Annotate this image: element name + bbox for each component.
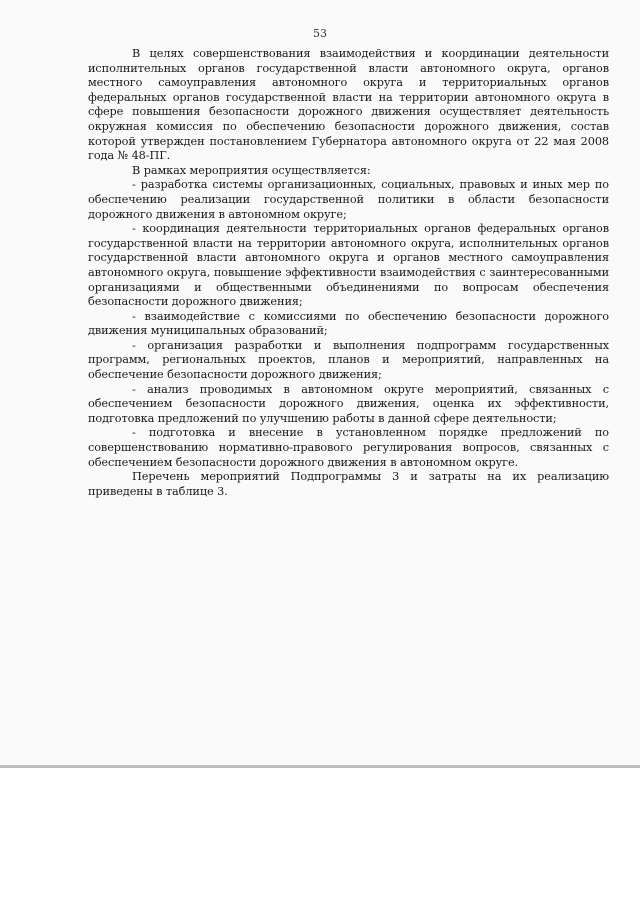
list-item: - координация деятельности территориальных органов федеральных органов государственной власти на территории автономного округа, исполнительных органов государственной власти автономного округа и органов местного самоуправления автономного округа, повышение эффективности взаимодействия с заинтересованными организациями и общественными объединениями по вопросам обеспечения безопасности дорожного движения; bbox=[88, 222, 609, 309]
list-item: - анализ проводимых в автономном округе мероприятий, связанных с обеспечением безопасности дорожного движения, оценка их эффективности, подготовка предложений по улучшению работы в данной сфере деятельности; bbox=[88, 382, 609, 425]
paragraph-intro: В целях совершенствования взаимодействия и координации деятельности исполнительных органов государственной власти автономного округа, органов местного самоуправления автономного округа и территориальных органов федеральных органов государственной власти на территории автономного округа в сфере повышения безопасности дорожного движения осуществляет деятельность окружная комиссия по обеспечению безопасности дорожного движения, состав которой утвержден постановлением Губернатора автономного округа от 22 мая 2008 года № 48-ПГ. bbox=[88, 47, 609, 163]
list-item: - разработка системы организационных, социальных, правовых и иных мер по обеспечению реализации государственной политики в области безопасности дорожного движения в автономном округе; bbox=[88, 178, 609, 221]
paragraph-list-heading: В рамках мероприятия осуществляется: bbox=[132, 163, 371, 177]
document-body bbox=[88, 47, 609, 499]
list-item: - подготовка и внесение в установленном порядке предложений по совершенствованию нормативно-правового регулирования вопросов, связанных с обеспечением безопасности дорожного движения в автономном округе. bbox=[88, 426, 609, 469]
page-number: 53 bbox=[313, 27, 327, 40]
list-item: - организация разработки и выполнения подпрограмм государственных программ, региональных проектов, планов и мероприятий, направленных на обеспечение безопасности дорожного движения; bbox=[88, 338, 609, 382]
list-item: - взаимодействие с комиссиями по обеспечению безопасности дорожного движения муниципальных образований; bbox=[88, 309, 609, 338]
page-edge-divider bbox=[0, 765, 640, 768]
paragraph-conclusion: Перечень мероприятий Подпрограммы 3 и затраты на их реализацию приведены в таблице 3. bbox=[88, 470, 609, 498]
